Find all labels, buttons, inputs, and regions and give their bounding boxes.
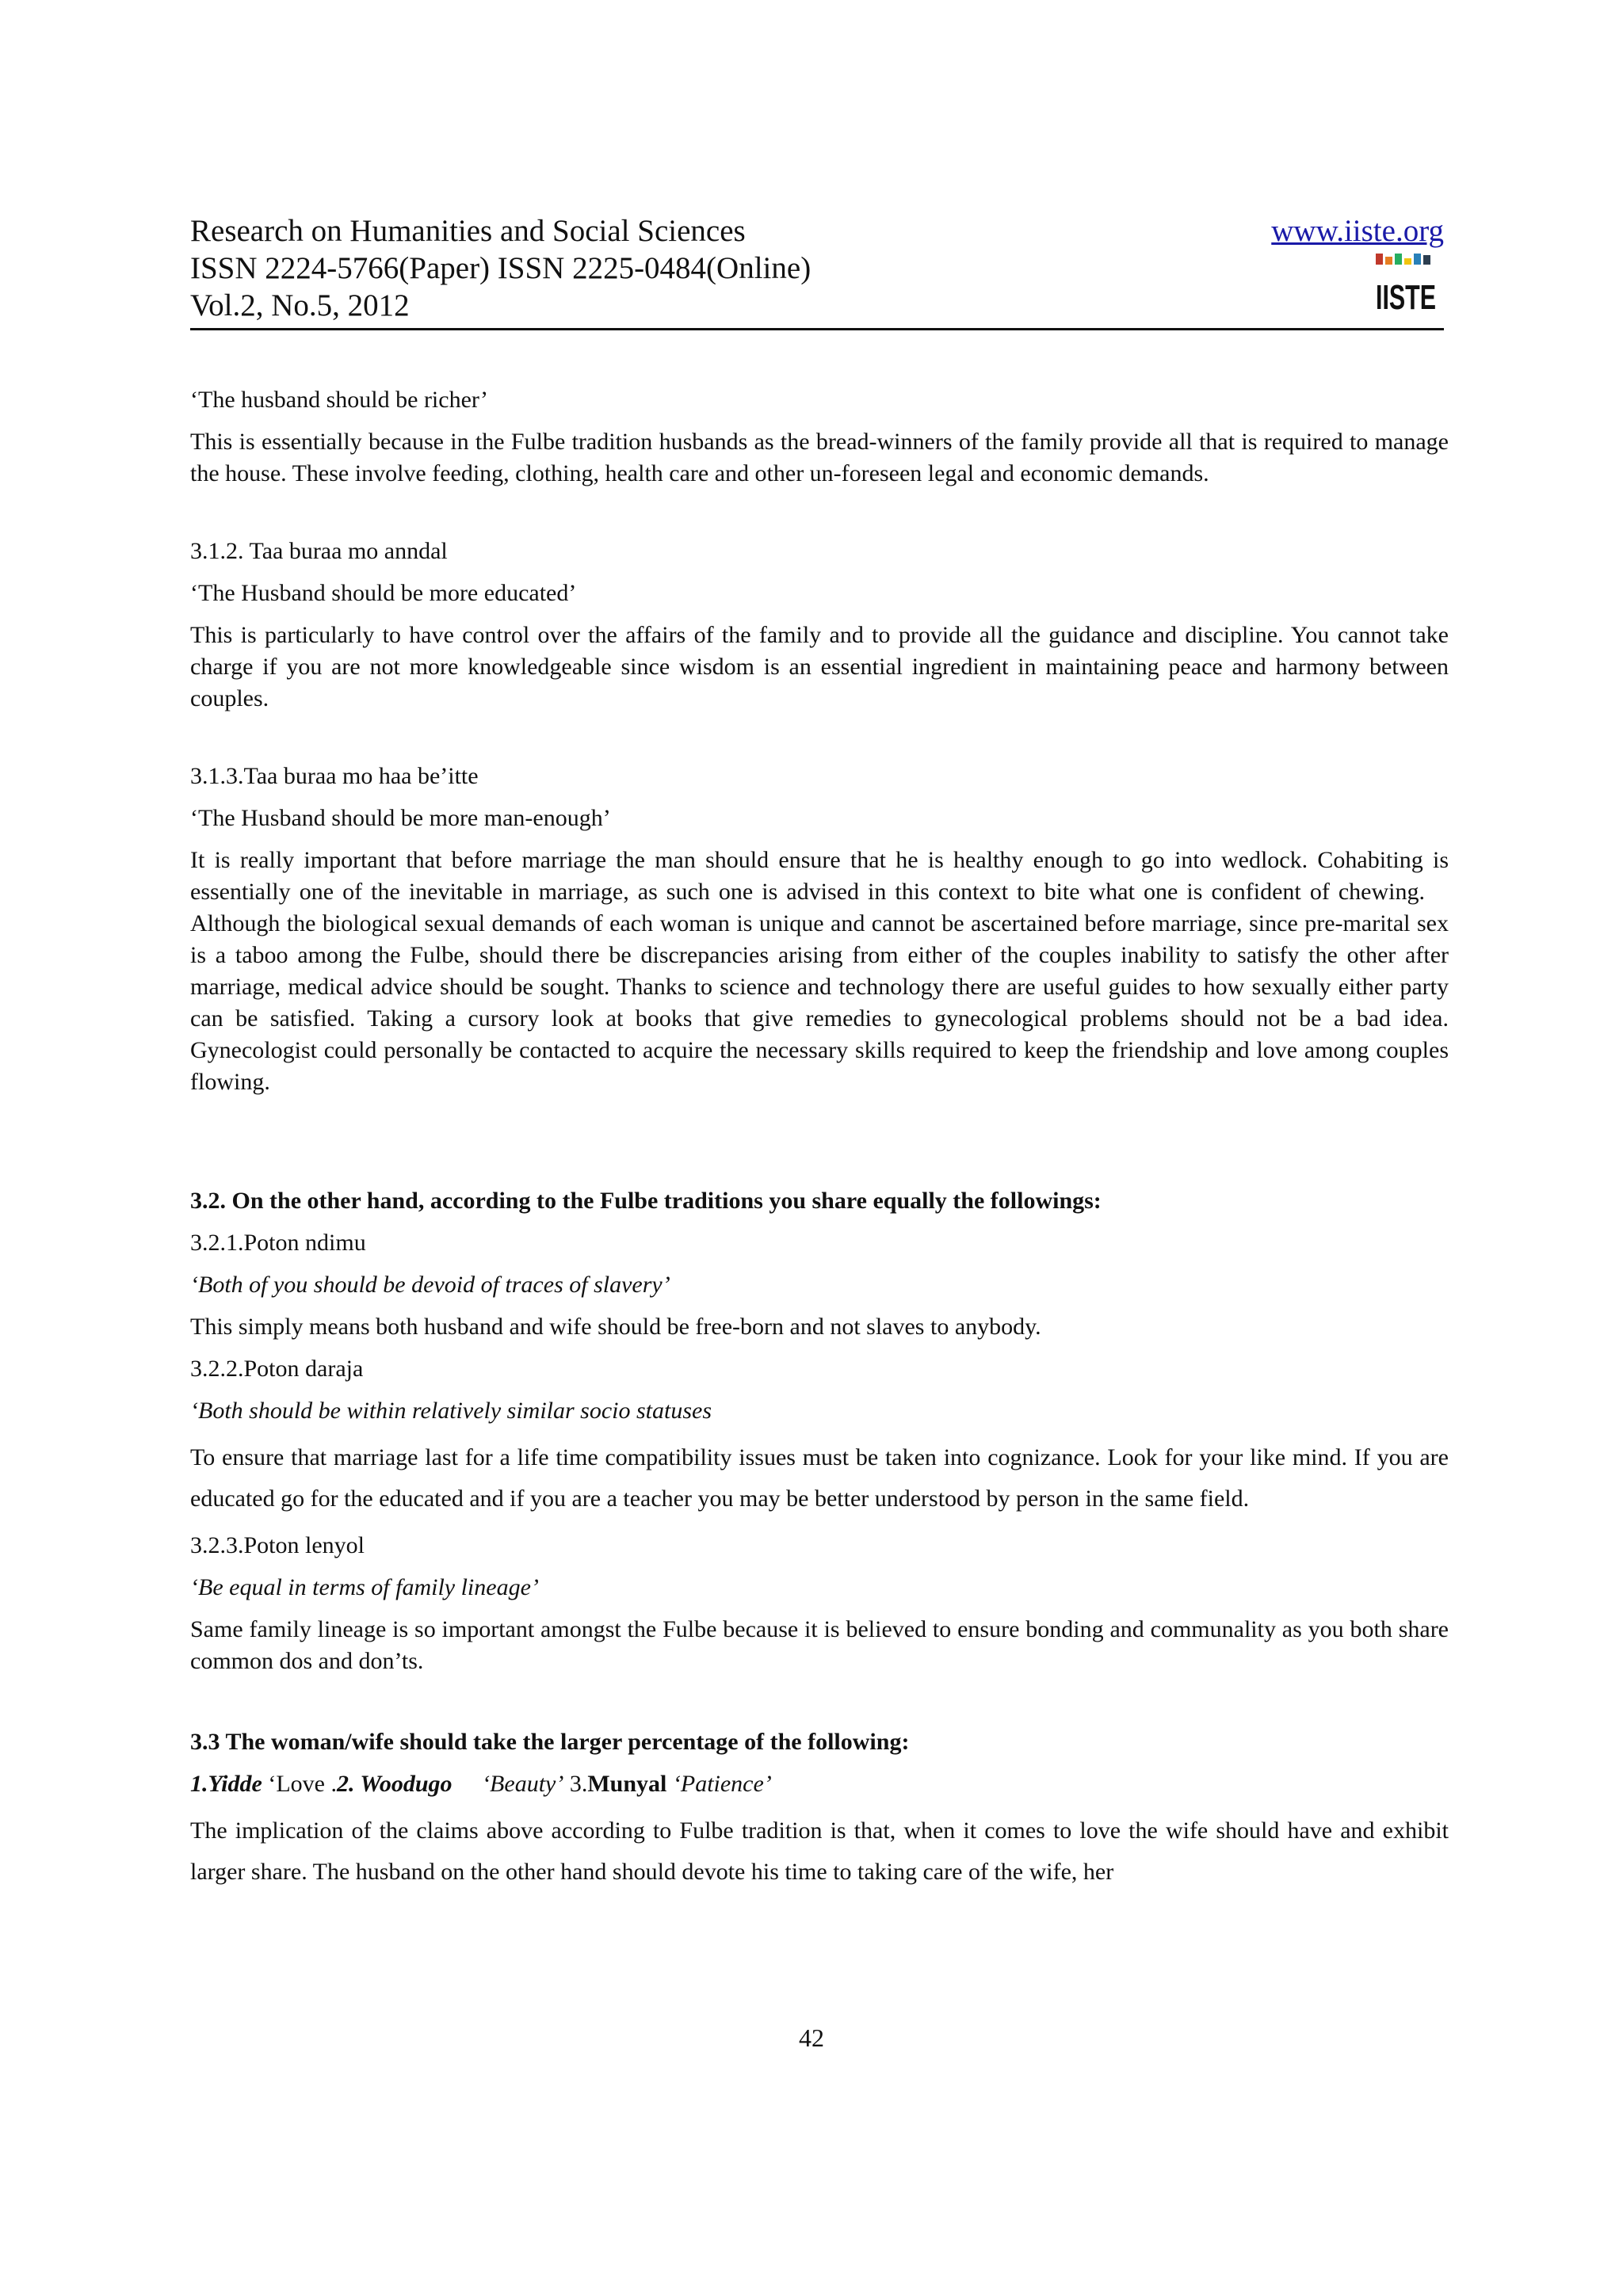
iiste-logo: [1374, 252, 1438, 317]
subsection-title: ‘The Husband should be more man-enough’: [190, 805, 611, 831]
journal-url-link[interactable]: www.iiste.org: [1271, 214, 1444, 248]
term-number: 2.: [336, 1771, 355, 1797]
section-heading: 3.2. On the other hand, according to the Fulbe traditions you share equally the followings:: [190, 1188, 1102, 1214]
logo-bar-red: [1376, 254, 1383, 265]
term-fulfulde: Woodugo: [354, 1771, 453, 1797]
subsection-title: ‘Be equal in terms of family lineage’: [190, 1574, 539, 1600]
logo-bar-orange: [1385, 257, 1392, 265]
term-gloss: ‘Patience’: [666, 1771, 772, 1797]
subsection-heading: 3.1.3.Taa buraa mo haa be’itte: [190, 763, 479, 789]
running-header: [190, 212, 1444, 324]
paragraph: It is really important that before marriage the man should ensure that he is healthy enough to go into wedlock. Cohabiting is essentially one of the inevitable in marriage, as such one is advised in this context to bite what one is confident of chewing. Although the biological sexual demands of each woman is unique and cannot be ascertained before marriage, since pre-marital sex is a taboo among the Fulbe, should there be discrepancies arising from either of the couples inability to satisfy the other after marriage, medical advice should be sought. Thanks to science and technology there are useful guides to how sexually either party can be satisfied. Taking a cursory look at books that give remedies to gynecological problems should not be a bad idea. Gynecologist could personally be contacted to acquire the necessary skills required to keep the friendship and love among couples flowing.: [190, 847, 1449, 1095]
paragraph: This simply means both husband and wife should be free-born and not slaves to anybody.: [190, 1314, 1041, 1340]
subsection-title: ‘Both should be within relatively similar socio statuses: [190, 1398, 712, 1424]
logo-bar-yellow: [1404, 258, 1411, 265]
term-number: 1.: [190, 1771, 208, 1797]
subsection-heading: 3.2.2.Poton daraja: [190, 1356, 364, 1382]
subsection-heading: 3.2.3.Poton lenyol: [190, 1532, 365, 1558]
volume-line: Vol.2, No.5, 2012: [190, 288, 410, 322]
paragraph: The implication of the claims above according to Fulbe tradition is that, when it comes to love the wife should have and exhibit larger share. The husband on the other hand should devote his time to taking care of the wife, her: [190, 1817, 1449, 1885]
logo-bar-blue: [1414, 254, 1421, 265]
term-gloss: ‘Beauty’: [452, 1771, 564, 1797]
subsection-title: ‘The Husband should be more educated’: [190, 580, 577, 606]
paragraph: Same family lineage is so important amongst the Fulbe because it is believed to ensure bonding and communality as you both share common dos and don’ts.: [190, 1616, 1449, 1674]
paragraph: This is essentially because in the Fulbe tradition husbands as the bread-winners of the family provide all that is required to manage the house. These involve feeding, clothing, health care and other un-foreseen legal and economic demands.: [190, 429, 1449, 486]
article-body: [190, 384, 1449, 1893]
logo-bar-green: [1395, 254, 1402, 265]
page-number: 42: [799, 2023, 824, 2052]
subsection-heading: 3.2.1.Poton ndimu: [190, 1230, 366, 1256]
paragraph: To ensure that marriage last for a life time compatibility issues must be taken into cognizance. Look for your like mind. If you are educated go for the educated and if you are a teacher you may be better understood by person in the same field.: [190, 1444, 1449, 1512]
term-number: 3.: [563, 1771, 588, 1797]
issn-line: ISSN 2224-5766(Paper) ISSN 2225-0484(Online): [190, 251, 812, 285]
paragraph: This is particularly to have control over the affairs of the family and to provide all the guidance and discipline. You cannot take charge if you are not more knowledgeable since wisdom is an essential ingredient in maintaining peace and harmony between couples.: [190, 622, 1449, 711]
logo-wordmark: IISTE: [1376, 278, 1436, 317]
logo-bar-dark: [1423, 255, 1430, 265]
header-rule: [190, 328, 1444, 330]
section-heading: 3.3 The woman/wife should take the larger percentage of the following:: [190, 1729, 910, 1755]
journal-title: Research on Humanities and Social Sciences: [190, 214, 746, 248]
term-list: [190, 1768, 1449, 1800]
term-gloss: ‘Love .: [262, 1771, 337, 1797]
subsection-title: ‘Both of you should be devoid of traces of slavery’: [190, 1272, 670, 1298]
term-fulfulde: Yidde: [208, 1771, 262, 1797]
subsection-title: ‘The husband should be richer’: [190, 387, 488, 413]
subsection-heading: 3.1.2. Taa buraa mo anndal: [190, 538, 448, 564]
term-fulfulde: Munyal: [587, 1771, 667, 1797]
